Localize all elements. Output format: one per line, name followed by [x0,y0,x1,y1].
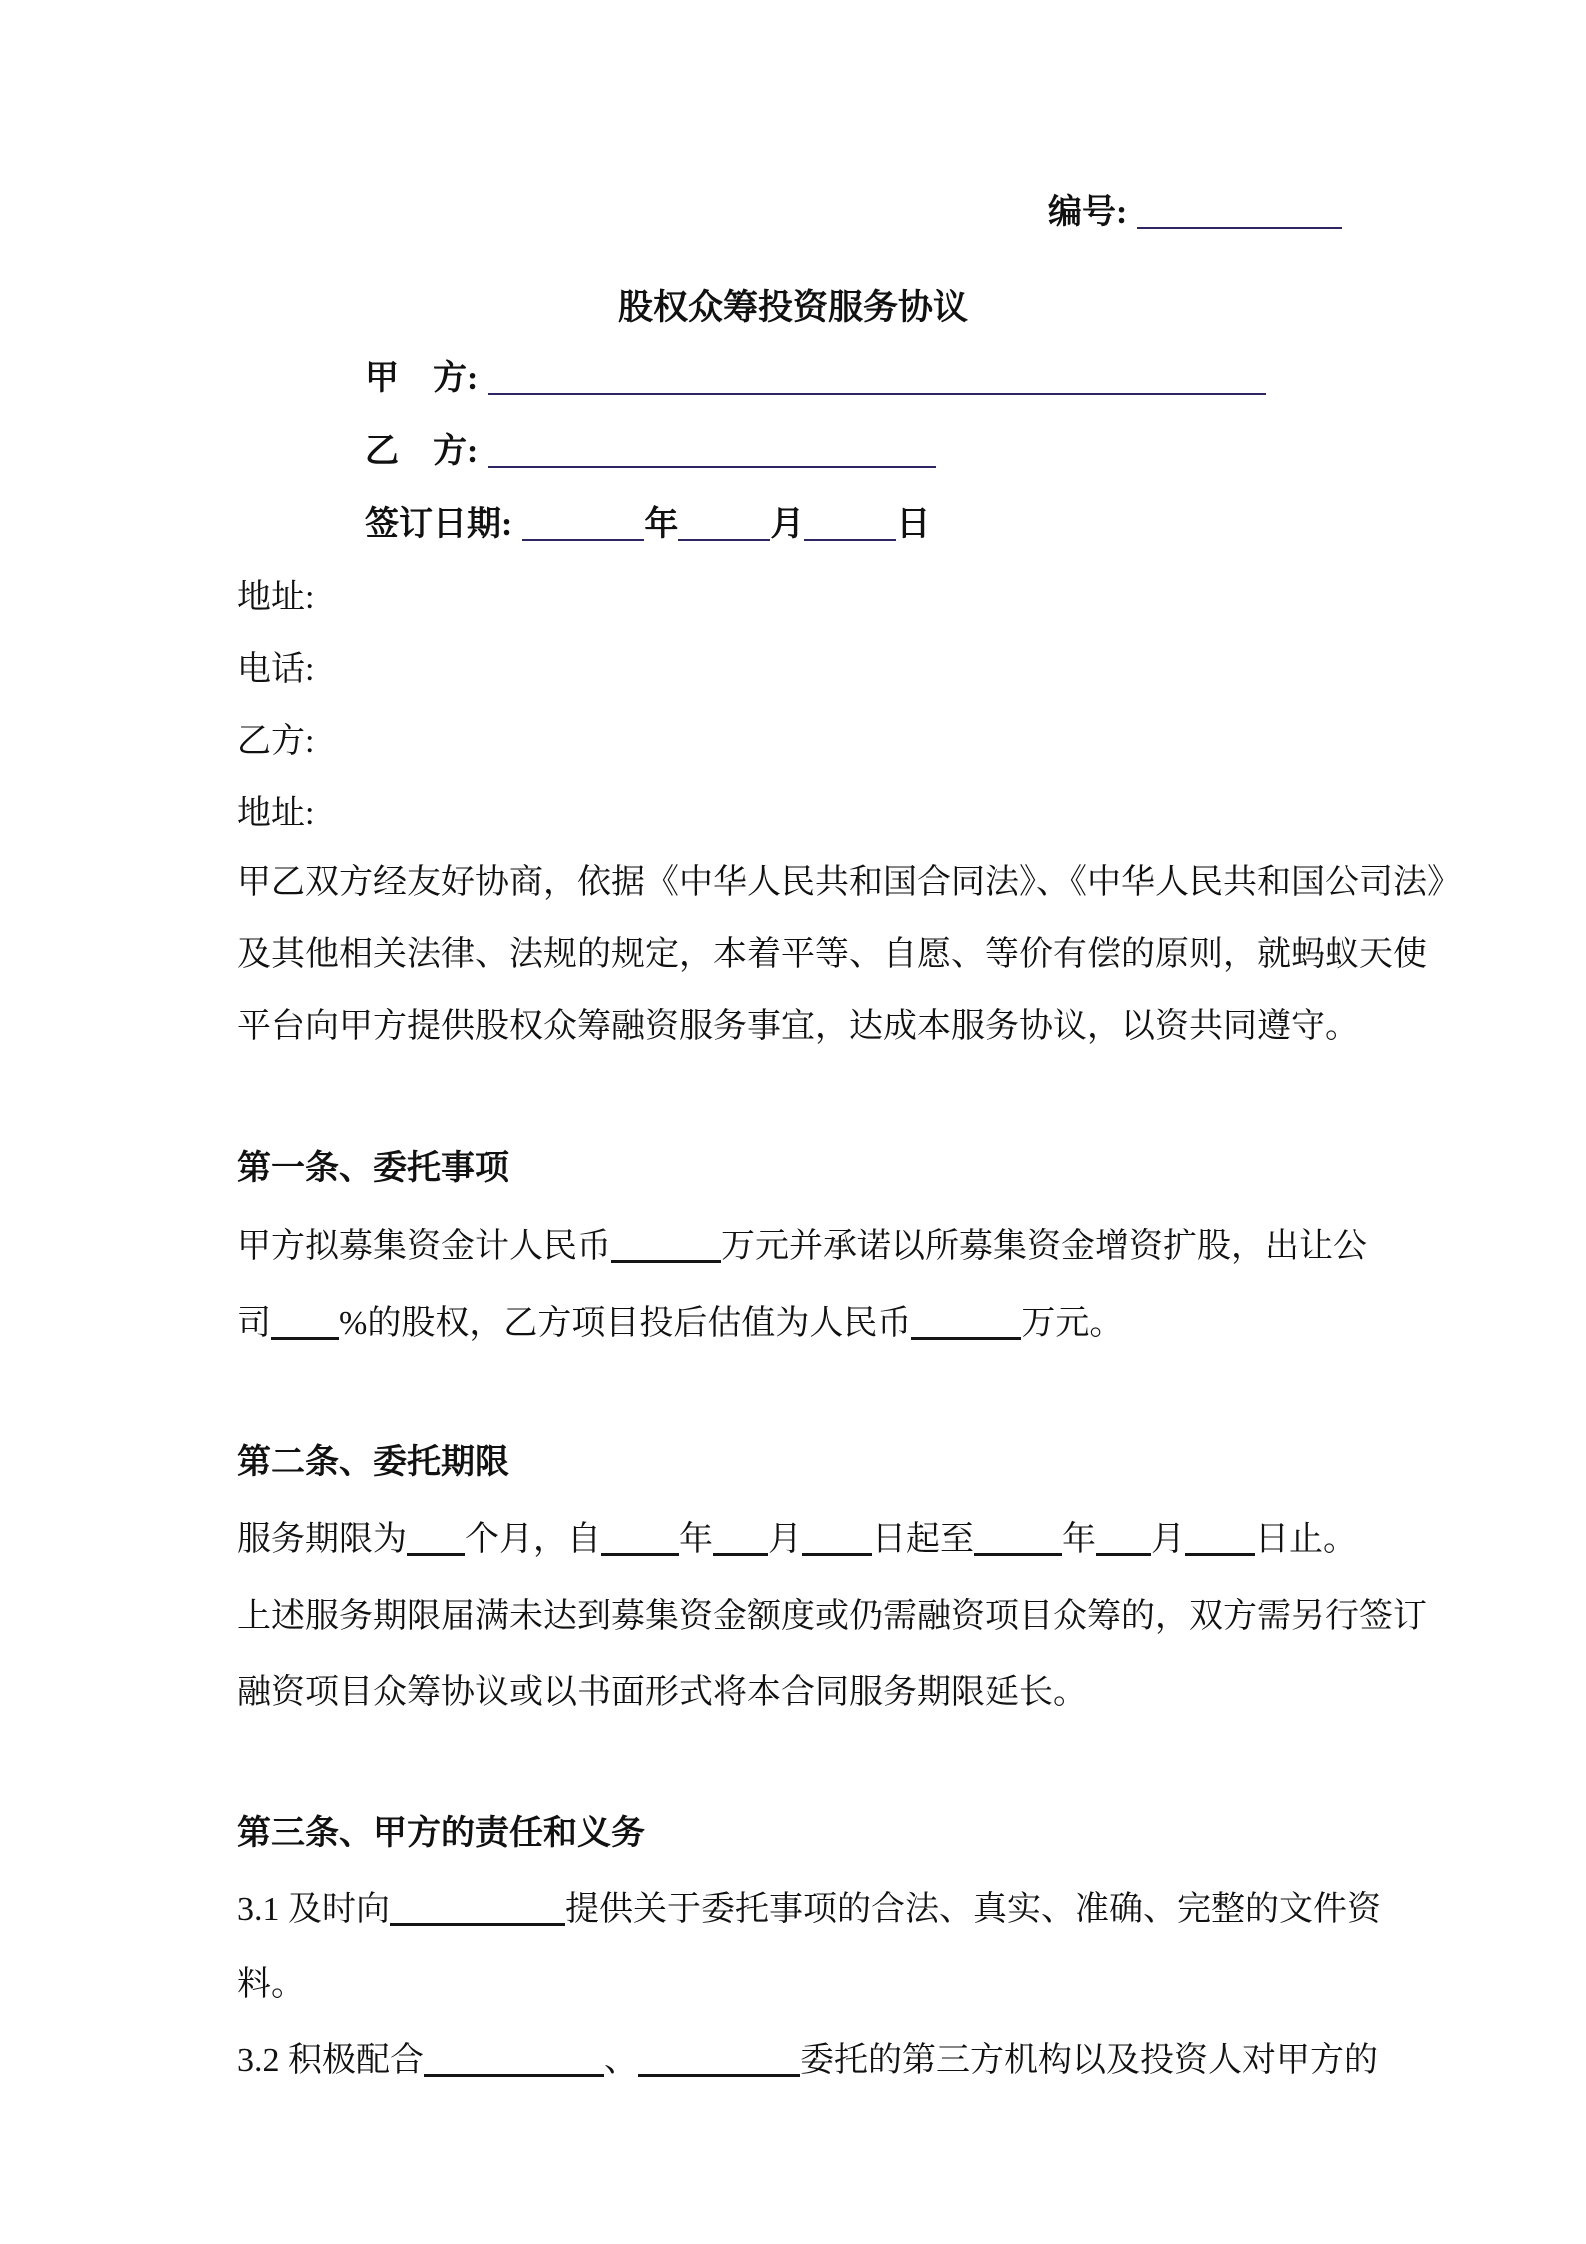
text-segment: 甲方拟募集资金计人民币 [237,1228,611,1265]
text-segment: 万元并承诺以所募集资金增资扩股，出让公 [721,1228,1367,1265]
text-segment: %的股权，乙方项目投后估值为人民币 [339,1305,912,1342]
text-segment: 月 [1151,1521,1185,1558]
text-segment: 、 [604,2042,638,2079]
phone-label: 电话: [237,651,315,688]
text-segment: 提供关于委托事项的合法、真实、准确、完整的文件资 [565,1891,1381,1928]
doc-number-blank-field [1137,193,1342,229]
blank-field [911,1303,1021,1340]
section-1-line-1 [237,1226,1367,1269]
doc-number-label: 编号: [1048,194,1128,231]
blank-field [522,505,644,541]
party-a-line [365,358,1266,401]
blank-field [638,2040,800,2077]
blank-field [1185,1519,1255,1556]
party-a-label: 甲 方: [365,360,479,397]
blank-field [1096,1519,1151,1556]
text-segment: 个月，自 [465,1521,601,1558]
doc-title: 股权众筹投资服务协议 [617,288,968,327]
blank-field [678,505,770,541]
text-segment: 司 [237,1305,271,1342]
text-segment: 融资项目众筹协议或以书面形式将本合同服务期限延长。 [237,1674,1087,1711]
section-2-line-2 [237,1596,1427,1639]
blank-field [601,1519,679,1556]
blank-field [713,1519,768,1556]
party-b-label: 乙 方: [365,433,479,470]
sign-date-line [365,504,930,547]
text-segment: 委托的第三方机构以及投资人对甲方的 [800,2042,1378,2079]
blank-field [804,505,896,541]
text-segment: 服务期限为 [237,1521,407,1558]
blank-field [390,1889,565,1926]
text-segment: 日止。 [1255,1521,1357,1558]
text-segment: 3.2 积极配合 [237,2042,424,2079]
party-b-blank-field [488,432,936,468]
blank-field [424,2040,604,2077]
section-3-line-3 [237,2040,1378,2083]
text-segment: 日 [896,506,931,543]
section-1-heading: 第一条、委托事项 [237,1150,509,1187]
section-2-line-3 [237,1672,1087,1715]
text-segment: 日起至 [872,1521,974,1558]
section-3-heading: 第三条、甲方的责任和义务 [237,1815,645,1852]
text-segment: 3.1 及时向 [237,1891,390,1928]
text-segment: 年 [644,506,679,543]
section-1-line-2 [237,1303,1123,1346]
sign-date-fields [522,506,930,543]
blank-field [611,1226,721,1263]
intro-line-2: 及其他相关法律、法规的规定，本着平等、自愿、等价有偿的原则，就蚂蚁天使 [237,936,1427,973]
sign-date-label: 签订日期: [365,506,513,543]
text-segment: 年 [1062,1521,1096,1558]
doc-number-line [1048,192,1342,235]
section-3-line-2 [237,1964,305,2007]
text-segment: 月 [768,1521,802,1558]
blank-field [802,1519,872,1556]
text-segment: 料。 [237,1966,305,2003]
text-segment: 月 [770,506,805,543]
section-2-heading: 第二条、委托期限 [237,1444,509,1481]
intro-line-1: 甲乙双方经友好协商，依据《中华人民共和国合同法》、《中华人民共和国公司法》 [237,864,1461,901]
blank-field [271,1303,339,1340]
party-a-blank-field [488,359,1266,395]
text-segment: 年 [679,1521,713,1558]
blank-field [407,1519,465,1556]
party-b-info-label: 乙方: [237,723,315,760]
text-segment: 万元。 [1021,1305,1124,1342]
section-3-line-1 [237,1889,1381,1932]
section-2-line-1 [237,1519,1357,1562]
intro-line-3: 平台向甲方提供股权众筹融资服务事宜，达成本服务协议，以资共同遵守。 [237,1008,1359,1045]
address-b-label: 地址: [237,795,315,832]
text-segment: 上述服务期限届满未达到募集资金额度或仍需融资项目众筹的，双方需另行签订 [237,1598,1427,1635]
party-b-line [365,431,936,474]
blank-field [974,1519,1062,1556]
address-a-label: 地址: [237,579,315,616]
